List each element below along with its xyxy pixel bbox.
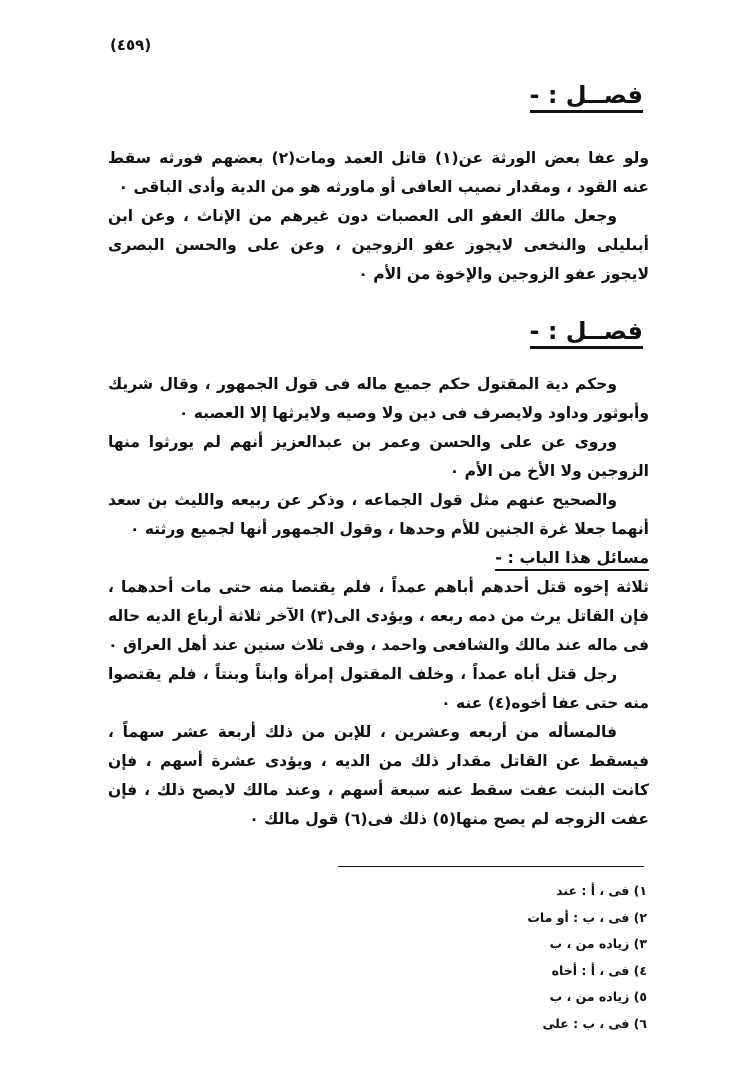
footnotes-list bbox=[527, 878, 647, 1037]
footnote-divider bbox=[338, 866, 644, 867]
footnote-item: ٦) فى ، ب : على bbox=[542, 1015, 647, 1031]
paragraph: ولو عفا بعض الورثة عن(١) قاتل العمد ومات(٢) بعضهم فورثه سقط عنه القود ، ومقدار نصيب العافى أو ماورثه هو من الدية وأدى الباقى ٠ bbox=[108, 149, 649, 196]
paragraph: وجعل مالك العفو الى العصبات دون غيرهم من الإناث ، وعن ابن أبىليلى والنخعى لايجوز عفو الزوجين ، وعن على والحسن البصرى لايجوز عفو الزوجين والإخوة من الأم ٠ bbox=[108, 207, 649, 283]
paragraph: ثلاثة إخوه قتل أحدهم أباهم عمداً ، فلم يقتصا منه حتى مات أحدهما ، فإن القاتل يرث من دمه ربعه ، ويؤدى الى(٣) الآخر ثلاثة أرباع الديه حاله فى ماله عند مالك والشافعى واحمد ، وفى ثلاث سنين عند أهل العراق ٠ bbox=[108, 578, 649, 654]
footnote-item: ٥) زياده من ، ب bbox=[549, 989, 647, 1004]
paragraph: والصحيح عنهم مثل قول الجماعه ، وذكر عن ربيعه والليث بن سعد أنهما جعلا غرة الجنين للأم وحدها ، وقول الجمهور أنها لجميع ورثته ٠ bbox=[108, 491, 649, 538]
paragraph: فالمسأله من أربعه وعشرين ، للإبن من ذلك أربعة عشر سهماً ، فيسقط عن القاتل مقدار ذلك من الديه ، ويؤدى عشرة أسهم ، فإن كانت البنت عفت سقط عنه سبعة أسهم ، وعند مالك لايصح ذلك ، فإن عفت الزوجه لم يصح منها(٥) ذلك فى(٦) قول مالك ٠ bbox=[108, 723, 649, 828]
footnote-item: ٤) فى ، أ : أخاه bbox=[551, 962, 647, 978]
paragraph: رجل قتل أباه عمداً ، وخلف المقتول إمرأة وابناً وبنتاً ، فلم يقتصوا منه حتى عفا أخوه(٤) عنه ٠ bbox=[108, 665, 649, 712]
paragraph: وحكم دية المقتول حكم جميع ماله فى قول الجمهور ، وقال شريك وأبوثور وداود ولايصرف فى دين ولا وصيه ولايرثها إلا العصبه ٠ bbox=[108, 375, 649, 422]
paragraph: وروى عن على والحسن وعمر بن عبدالعزيز أنهم لم يورثوا منها الزوجين ولا الأخ من الأم ٠ bbox=[108, 433, 649, 480]
section-2-body bbox=[108, 370, 649, 834]
page-number: (٤٥٩) bbox=[110, 36, 152, 54]
footnote-item: ٣) زياده من ، ب bbox=[549, 936, 647, 951]
footnote-item: ٢) فى ، ب : أو مات bbox=[527, 909, 647, 925]
footnote-item: ١) فى ، أ : عند bbox=[556, 883, 647, 898]
section-1-body bbox=[108, 144, 649, 289]
section-heading-1: فصــل : - bbox=[530, 80, 643, 113]
subheading-row bbox=[108, 544, 649, 573]
subheading: مسائل هذا الباب : - bbox=[495, 547, 649, 571]
section-heading-2: فصــل : - bbox=[530, 316, 643, 349]
